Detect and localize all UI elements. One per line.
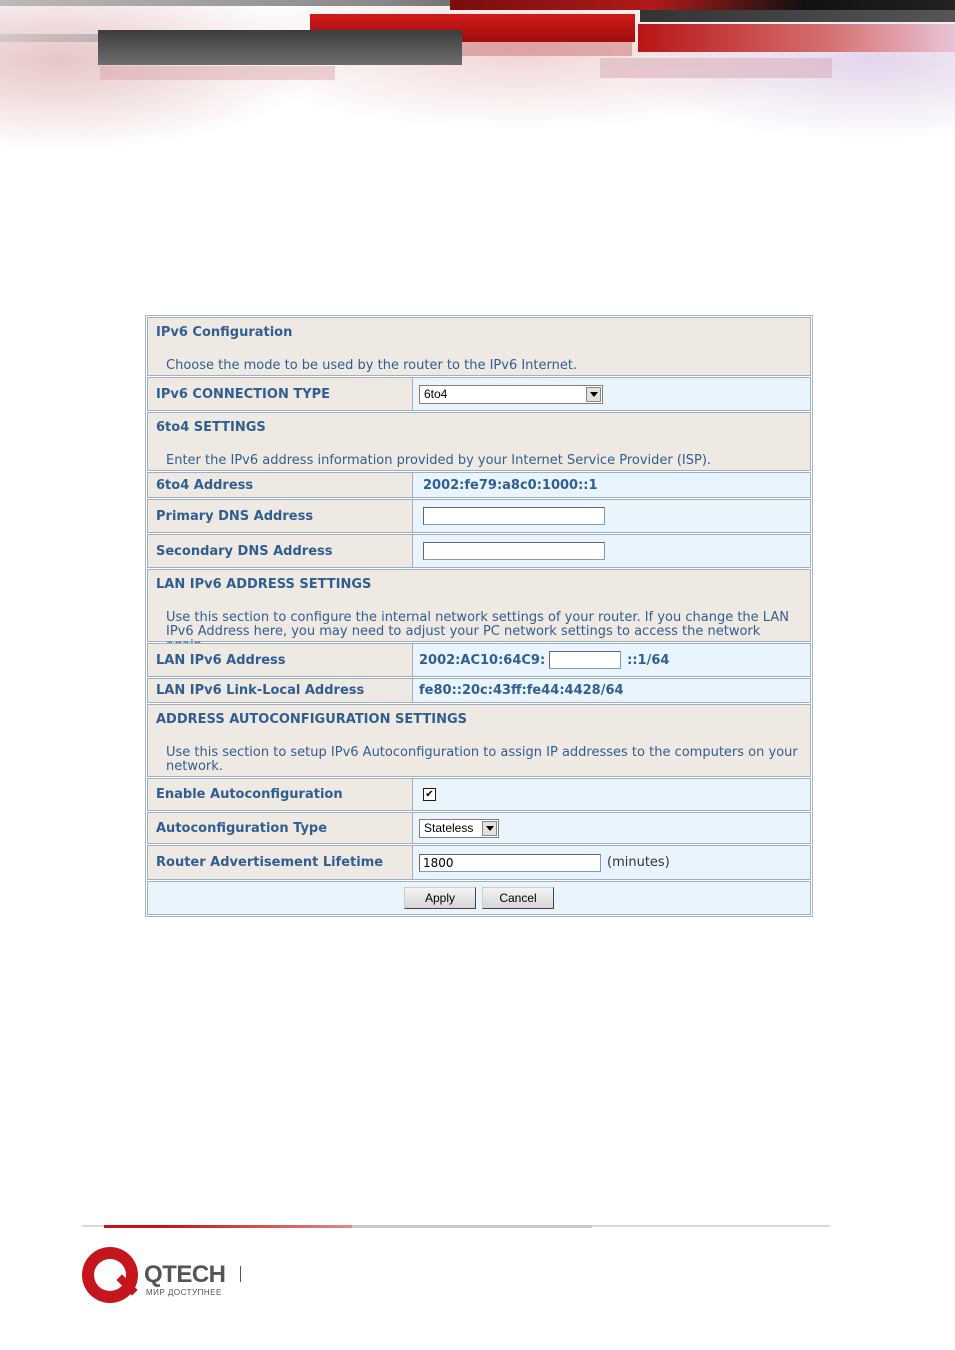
lan-address-input[interactable] [549,651,621,669]
autoconfig-section [147,704,811,777]
field-label: Enable Autoconfiguration [147,778,412,811]
chevron-down-icon[interactable] [586,387,601,402]
field-label: LAN IPv6 Link-Local Address [147,678,412,703]
section-title: IPv6 Configuration [156,325,293,340]
section-description: Use this section to setup IPv6 Autoconfiguration to assign IP addresses to the computers on your network. [166,745,798,774]
connection-type-row [147,377,811,411]
lan-address-row [147,643,811,677]
logo-wordmark: QTECH [144,1261,226,1288]
six-to-four-address-row [147,472,811,498]
field-label: IPv6 CONNECTION TYPE [147,377,412,411]
lan-address-suffix: ::1/64 [627,652,670,668]
banner-stripe [638,24,955,52]
banner-stripe [600,58,832,78]
lifetime-unit: (minutes) [607,855,670,870]
banner-stripe [450,0,955,10]
qtech-logo-icon [82,1247,138,1303]
ipv6-config-section [147,317,811,376]
field-label: Autoconfiguration Type [147,812,412,844]
section-description: Enter the IPv6 address information provided by your Internet Service Provider (ISP). [166,453,712,468]
section-description: Use this section to configure the internal network settings of your router. If you change the LAN IPv6 Address here, you may need to adjust your PC network settings to access the network [166,610,789,639]
field-label: Secondary DNS Address [147,534,412,568]
lifetime-input[interactable] [419,854,601,872]
banner-stripe [462,42,632,56]
secondary-dns-row [147,534,811,568]
autoconfig-type-select[interactable] [419,819,499,838]
field-label: LAN IPv6 Address [147,643,412,677]
autoconfig-type-row [147,812,811,844]
lifetime-row [147,845,811,880]
section-title: 6to4 SETTINGS [156,420,266,435]
field-label: Primary DNS Address [147,499,412,533]
banner-stripe [640,10,955,22]
field-label: Router Advertisement Lifetime [147,845,412,880]
checkmark-icon: ✔ [425,788,434,800]
lan-section [147,569,811,642]
chevron-down-icon[interactable] [482,821,497,836]
lan-address-prefix: 2002:AC10:64C9: [419,652,546,668]
link-local-value: fe80::20c:43ff:fe44:4428/64 [419,683,624,698]
connection-type-select[interactable] [419,385,603,404]
brand-logo [82,1247,262,1307]
six-to-four-address-value: 2002:fe79:a8c0:1000::1 [423,477,598,493]
field-label: 6to4 Address [147,472,412,498]
footer-divider [82,1225,830,1229]
section-title: LAN IPv6 ADDRESS SETTINGS [156,577,372,592]
action-bar [147,881,811,915]
secondary-dns-input[interactable] [423,542,605,560]
section-title: ADDRESS AUTOCONFIGURATION SETTINGS [156,712,468,727]
banner-stripe [98,30,462,65]
enable-autoconfig-checkbox[interactable] [423,788,436,801]
six-to-four-section [147,412,811,471]
ipv6-settings-panel [145,315,813,917]
select-value: Stateless [424,821,474,835]
footer-separator [240,1266,241,1282]
apply-button[interactable]: Apply [404,887,476,909]
primary-dns-row [147,499,811,533]
logo-tagline: МИР ДОСТУПНЕЕ [146,1288,222,1297]
link-local-row [147,678,811,703]
primary-dns-input[interactable] [423,507,605,525]
header-banner [0,0,955,160]
section-description: Choose the mode to be used by the router to the IPv6 Internet. [166,358,578,373]
banner-stripe [100,66,335,80]
select-value: 6to4 [424,387,448,401]
cancel-button[interactable]: Cancel [482,887,554,909]
enable-autoconfig-row [147,778,811,811]
